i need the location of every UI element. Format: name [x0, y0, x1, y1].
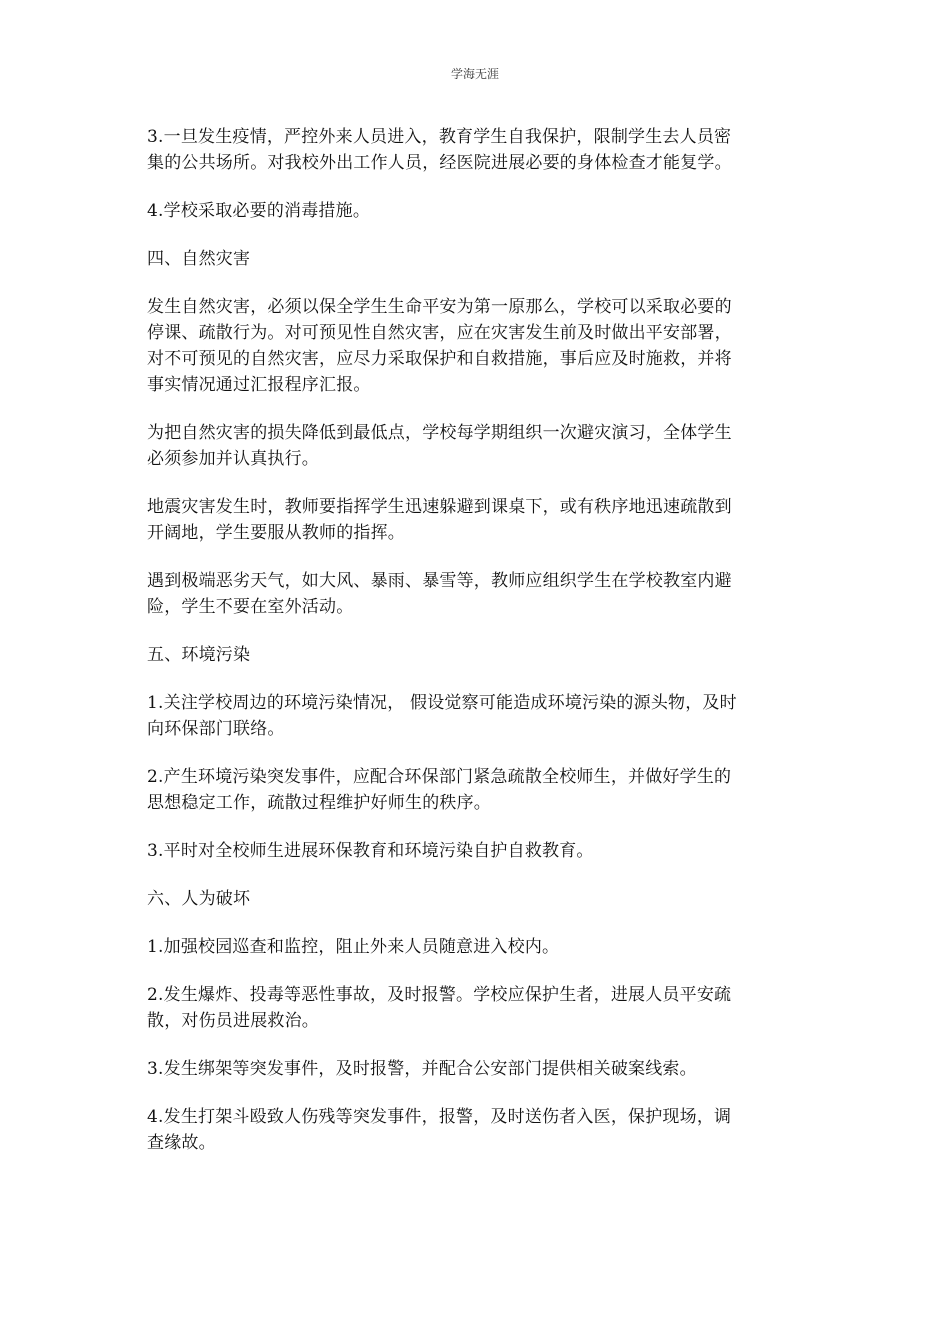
text-line: 散，对伤员进展救治。 [147, 1011, 319, 1031]
text-line: 1.关注学校周边的环境污染情况， 假设觉察可能造成环境污染的源头物，及时 [147, 693, 737, 713]
text-line: 发生自然灾害，必须以保全学生生命平安为第一原那么，学校可以采取必要的 [147, 297, 732, 317]
text-line: 3.一旦发生疫情，严控外来人员进入，教育学生自我保护，限制学生去人员密 [147, 127, 732, 147]
text-line: 3.平时对全校师生进展环保教育和环境污染自护自救教育。 [147, 841, 594, 861]
document-body [147, 124, 803, 1178]
text-line: 为把自然灾害的损失降低到最低点，学校每学期组织一次避灾演习，全体学生 [147, 423, 732, 443]
heading-text: 五、环境污染 [147, 645, 251, 665]
text-line: 3.发生绑架等突发事件，及时报警，并配合公安部门提供相关破案线索。 [147, 1059, 697, 1079]
paragraph-pollution-2 [147, 764, 803, 816]
paragraph-pollution-3 [147, 838, 803, 864]
paragraph-disaster-principle [147, 294, 803, 398]
paragraph-sabotage-2 [147, 982, 803, 1034]
paragraph-earthquake [147, 494, 803, 546]
text-line: 4.学校采取必要的消毒措施。 [147, 201, 371, 221]
paragraph-sabotage-4 [147, 1104, 803, 1156]
text-line: 必须参加并认真执行。 [147, 449, 319, 469]
section-heading-sabotage [147, 886, 803, 912]
text-line: 地震灾害发生时，教师要指挥学生迅速躲避到课桌下，或有秩序地迅速疏散到 [147, 497, 732, 517]
paragraph-epidemic-3 [147, 124, 803, 176]
text-line: 遇到极端恶劣天气，如大风、暴雨、暴雪等，教师应组织学生在学校教室内避 [147, 571, 732, 591]
section-heading-pollution [147, 642, 803, 668]
paragraph-sabotage-3 [147, 1056, 803, 1082]
paragraph-pollution-1 [147, 690, 803, 742]
text-line: 停课、疏散行为。对可预见性自然灾害，应在灾害发生前及时做出平安部署， [147, 323, 732, 343]
page-header: 学海无涯 [450, 67, 499, 81]
text-line: 对不可预见的自然灾害，应尽力采取保护和自救措施，事后应及时施救，并将 [147, 349, 732, 369]
text-line: 2.产生环境污染突发事件，应配合环保部门紧急疏散全校师生，并做好学生的 [147, 767, 732, 787]
paragraph-disaster-drill [147, 420, 803, 472]
paragraph-sabotage-1 [147, 934, 803, 960]
text-line: 开阔地，学生要服从教师的指挥。 [147, 523, 405, 543]
heading-text: 六、人为破坏 [147, 889, 251, 909]
text-line: 1.加强校园巡查和监控，阻止外来人员随意进入校内。 [147, 937, 560, 957]
paragraph-extreme-weather [147, 568, 803, 620]
text-line: 集的公共场所。对我校外出工作人员，经医院进展必要的身体检查才能复学。 [147, 153, 732, 173]
text-line: 查缘故。 [147, 1133, 216, 1153]
text-line: 2.发生爆炸、投毒等恶性事故，及时报警。学校应保护生者，进展人员平安疏 [147, 985, 732, 1005]
paragraph-epidemic-4 [147, 198, 803, 224]
text-line: 事实情况通过汇报程序汇报。 [147, 375, 371, 395]
text-line: 思想稳定工作，疏散过程维护好师生的秩序。 [147, 793, 491, 813]
text-line: 向环保部门联络。 [147, 719, 285, 739]
text-line: 险，学生不要在室外活动。 [147, 597, 354, 617]
heading-text: 四、自然灾害 [147, 249, 251, 269]
text-line: 4.发生打架斗殴致人伤残等突发事件，报警，及时送伤者入医，保护现场，调 [147, 1107, 732, 1127]
section-heading-natural-disaster [147, 246, 803, 272]
